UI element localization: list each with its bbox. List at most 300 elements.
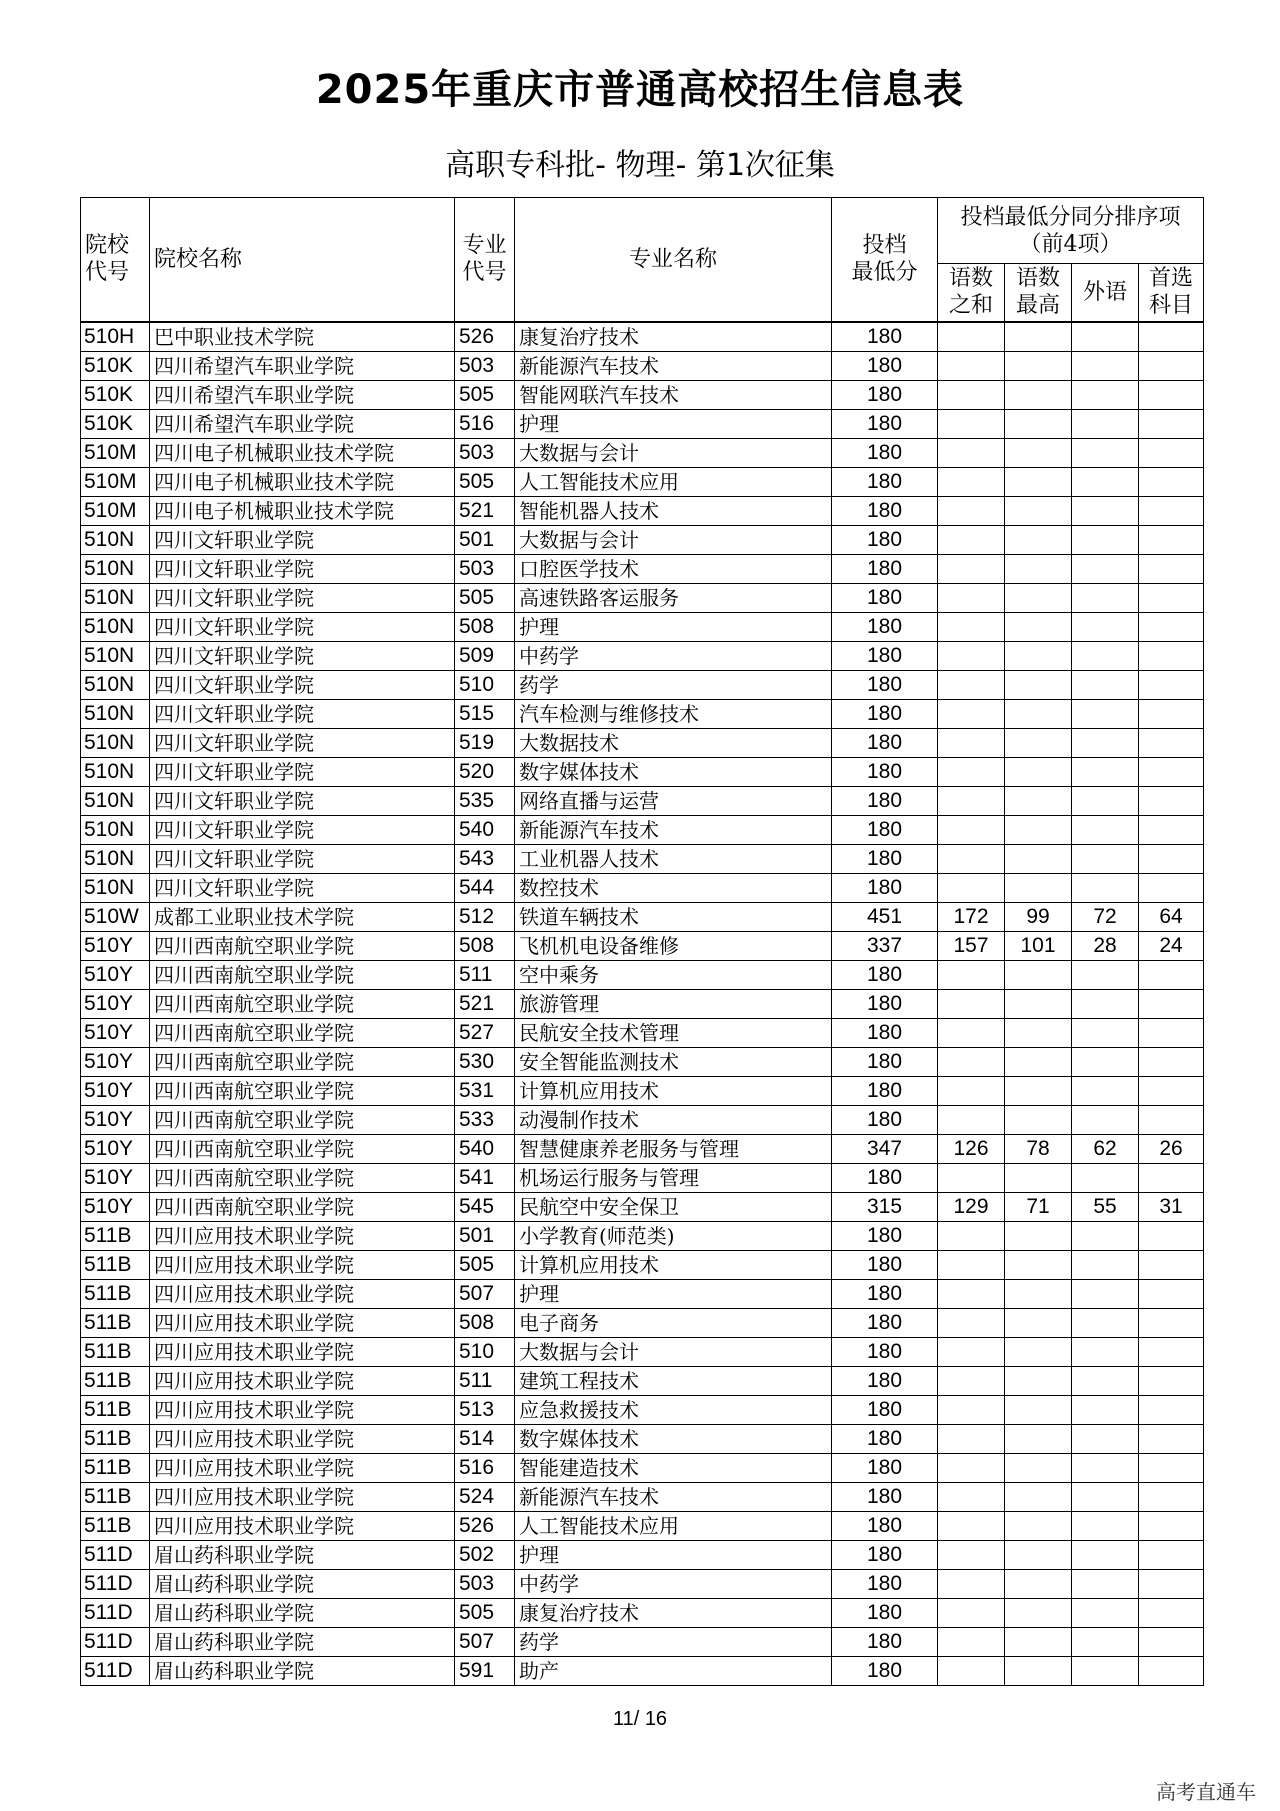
table-row	[81, 902, 1204, 931]
cell-first-subject	[1139, 786, 1204, 815]
cell-chinese-math-sum	[938, 1424, 1005, 1453]
cell-first-subject	[1139, 1366, 1204, 1395]
cell-major-code: 526	[455, 1511, 515, 1540]
cell-first-subject	[1139, 844, 1204, 873]
cell-school-code: 511B	[81, 1395, 150, 1424]
cell-major-code: 545	[455, 1192, 515, 1221]
cell-major-code: 510	[455, 670, 515, 699]
table-row	[81, 815, 1204, 844]
cell-chinese-math-max	[1005, 554, 1072, 583]
cell-foreign-language	[1072, 1540, 1139, 1569]
page-number: 11/ 16	[612, 1708, 668, 1730]
cell-first-subject	[1139, 1598, 1204, 1627]
cell-chinese-math-max	[1005, 960, 1072, 989]
header-min-score: 投档 最低分	[832, 198, 938, 322]
cell-school-name: 四川应用技术职业学院	[150, 1250, 455, 1279]
cell-school-name: 眉山药科职业学院	[150, 1627, 455, 1656]
cell-chinese-math-max	[1005, 1076, 1072, 1105]
cell-chinese-math-max	[1005, 1250, 1072, 1279]
cell-major-code: 511	[455, 960, 515, 989]
cell-first-subject	[1139, 960, 1204, 989]
cell-school-name: 巴中职业技术学院	[150, 322, 455, 352]
cell-first-subject	[1139, 1163, 1204, 1192]
cell-major-code: 535	[455, 786, 515, 815]
cell-min-score: 180	[832, 989, 938, 1018]
cell-foreign-language	[1072, 1105, 1139, 1134]
cell-school-code: 510Y	[81, 1134, 150, 1163]
cell-school-code: 510N	[81, 525, 150, 554]
table-row	[81, 1279, 1204, 1308]
cell-major-name: 智能网联汽车技术	[515, 380, 832, 409]
cell-major-name: 应急救援技术	[515, 1395, 832, 1424]
cell-major-name: 助产	[515, 1656, 832, 1685]
cell-school-name: 四川电子机械职业技术学院	[150, 496, 455, 525]
cell-school-code: 511D	[81, 1540, 150, 1569]
cell-chinese-math-max	[1005, 1598, 1072, 1627]
cell-major-name: 网络直播与运营	[515, 786, 832, 815]
cell-first-subject	[1139, 873, 1204, 902]
cell-chinese-math-max: 101	[1005, 931, 1072, 960]
cell-min-score: 180	[832, 1627, 938, 1656]
cell-school-code: 510M	[81, 467, 150, 496]
cell-first-subject	[1139, 1656, 1204, 1685]
cell-major-code: 524	[455, 1482, 515, 1511]
table-row	[81, 670, 1204, 699]
cell-chinese-math-sum	[938, 1366, 1005, 1395]
table-row	[81, 1627, 1204, 1656]
header-major-code: 专业 代号	[455, 198, 515, 322]
cell-school-name: 四川文轩职业学院	[150, 844, 455, 873]
cell-chinese-math-max	[1005, 467, 1072, 496]
cell-chinese-math-max	[1005, 757, 1072, 786]
cell-major-name: 人工智能技术应用	[515, 1511, 832, 1540]
cell-school-code: 510Y	[81, 1047, 150, 1076]
cell-school-code: 511B	[81, 1337, 150, 1366]
cell-major-code: 507	[455, 1627, 515, 1656]
cell-chinese-math-sum	[938, 757, 1005, 786]
table-row	[81, 583, 1204, 612]
cell-chinese-math-max	[1005, 322, 1072, 352]
cell-major-code: 516	[455, 409, 515, 438]
cell-chinese-math-max	[1005, 496, 1072, 525]
cell-min-score: 180	[832, 1453, 938, 1482]
cell-school-code: 511D	[81, 1598, 150, 1627]
cell-min-score: 180	[832, 467, 938, 496]
cell-school-code: 510K	[81, 351, 150, 380]
cell-foreign-language	[1072, 525, 1139, 554]
cell-chinese-math-max	[1005, 525, 1072, 554]
cell-chinese-math-max	[1005, 1163, 1072, 1192]
table-row	[81, 1540, 1204, 1569]
cell-school-name: 四川应用技术职业学院	[150, 1279, 455, 1308]
cell-foreign-language	[1072, 1308, 1139, 1337]
cell-major-code: 512	[455, 902, 515, 931]
cell-chinese-math-sum	[938, 728, 1005, 757]
header-foreign-language: 外语	[1072, 264, 1139, 322]
cell-min-score: 180	[832, 1250, 938, 1279]
cell-chinese-math-sum	[938, 583, 1005, 612]
cell-min-score: 180	[832, 525, 938, 554]
cell-chinese-math-max	[1005, 1395, 1072, 1424]
cell-major-code: 540	[455, 815, 515, 844]
cell-foreign-language: 62	[1072, 1134, 1139, 1163]
cell-chinese-math-sum	[938, 699, 1005, 728]
cell-school-code: 510K	[81, 380, 150, 409]
cell-min-score: 180	[832, 699, 938, 728]
table-row	[81, 960, 1204, 989]
cell-school-code: 510N	[81, 844, 150, 873]
cell-school-code: 510Y	[81, 1105, 150, 1134]
cell-major-name: 新能源汽车技术	[515, 351, 832, 380]
cell-chinese-math-max	[1005, 844, 1072, 873]
cell-school-code: 511B	[81, 1366, 150, 1395]
cell-major-name: 大数据与会计	[515, 525, 832, 554]
header-chinese-math-max: 语数 最高	[1005, 264, 1072, 322]
cell-major-name: 中药学	[515, 641, 832, 670]
cell-chinese-math-max	[1005, 1656, 1072, 1685]
cell-chinese-math-max	[1005, 1018, 1072, 1047]
table-row	[81, 757, 1204, 786]
cell-school-name: 四川西南航空职业学院	[150, 1105, 455, 1134]
table-row	[81, 989, 1204, 1018]
cell-chinese-math-sum	[938, 960, 1005, 989]
cell-min-score: 180	[832, 380, 938, 409]
table-row	[81, 1337, 1204, 1366]
table-row	[81, 1569, 1204, 1598]
header-chinese-math-sum: 语数 之和	[938, 264, 1005, 322]
cell-major-code: 503	[455, 438, 515, 467]
cell-major-code: 505	[455, 467, 515, 496]
cell-foreign-language	[1072, 612, 1139, 641]
cell-school-name: 四川应用技术职业学院	[150, 1482, 455, 1511]
cell-major-name: 空中乘务	[515, 960, 832, 989]
cell-major-name: 护理	[515, 409, 832, 438]
cell-major-name: 人工智能技术应用	[515, 467, 832, 496]
cell-school-name: 四川应用技术职业学院	[150, 1395, 455, 1424]
cell-major-code: 520	[455, 757, 515, 786]
cell-min-score: 180	[832, 670, 938, 699]
cell-foreign-language	[1072, 1018, 1139, 1047]
table-row	[81, 1076, 1204, 1105]
cell-major-code: 544	[455, 873, 515, 902]
cell-foreign-language	[1072, 1250, 1139, 1279]
cell-foreign-language	[1072, 989, 1139, 1018]
cell-chinese-math-max	[1005, 1279, 1072, 1308]
table-row	[81, 409, 1204, 438]
page-title: 2025年重庆市普通高校招生信息表	[315, 67, 965, 113]
cell-school-name: 四川应用技术职业学院	[150, 1337, 455, 1366]
table-row	[81, 931, 1204, 960]
cell-chinese-math-sum	[938, 844, 1005, 873]
cell-first-subject	[1139, 525, 1204, 554]
table-row	[81, 873, 1204, 902]
table-row	[81, 844, 1204, 873]
cell-school-code: 511B	[81, 1453, 150, 1482]
cell-major-code: 541	[455, 1163, 515, 1192]
cell-foreign-language	[1072, 467, 1139, 496]
cell-min-score: 347	[832, 1134, 938, 1163]
cell-school-code: 511D	[81, 1627, 150, 1656]
cell-major-code: 533	[455, 1105, 515, 1134]
table-row	[81, 1598, 1204, 1627]
cell-foreign-language	[1072, 1395, 1139, 1424]
cell-school-name: 四川文轩职业学院	[150, 757, 455, 786]
table-row	[81, 1656, 1204, 1685]
table-row	[81, 1308, 1204, 1337]
cell-min-score: 180	[832, 873, 938, 902]
cell-first-subject	[1139, 1627, 1204, 1656]
table-row	[81, 380, 1204, 409]
cell-chinese-math-max	[1005, 1308, 1072, 1337]
table-row	[81, 612, 1204, 641]
cell-chinese-math-sum	[938, 380, 1005, 409]
cell-major-name: 数控技术	[515, 873, 832, 902]
cell-min-score: 180	[832, 641, 938, 670]
cell-foreign-language	[1072, 1598, 1139, 1627]
cell-major-code: 502	[455, 1540, 515, 1569]
cell-major-name: 智能建造技术	[515, 1453, 832, 1482]
cell-chinese-math-max: 99	[1005, 902, 1072, 931]
cell-chinese-math-max	[1005, 670, 1072, 699]
cell-chinese-math-sum	[938, 496, 1005, 525]
cell-chinese-math-max	[1005, 1453, 1072, 1482]
table-row	[81, 1250, 1204, 1279]
cell-major-name: 康复治疗技术	[515, 1598, 832, 1627]
table-row	[81, 1105, 1204, 1134]
cell-school-name: 四川西南航空职业学院	[150, 1192, 455, 1221]
cell-chinese-math-max	[1005, 1047, 1072, 1076]
cell-min-score: 180	[832, 1308, 938, 1337]
cell-school-name: 四川文轩职业学院	[150, 786, 455, 815]
cell-chinese-math-sum	[938, 1395, 1005, 1424]
cell-major-code: 521	[455, 496, 515, 525]
cell-major-name: 铁道车辆技术	[515, 902, 832, 931]
cell-first-subject	[1139, 1424, 1204, 1453]
cell-school-name: 四川文轩职业学院	[150, 873, 455, 902]
cell-chinese-math-sum	[938, 1279, 1005, 1308]
cell-school-code: 510N	[81, 757, 150, 786]
cell-chinese-math-max	[1005, 1366, 1072, 1395]
cell-chinese-math-max: 78	[1005, 1134, 1072, 1163]
cell-chinese-math-sum	[938, 467, 1005, 496]
cell-major-code: 508	[455, 931, 515, 960]
cell-school-name: 眉山药科职业学院	[150, 1656, 455, 1685]
cell-chinese-math-max	[1005, 1482, 1072, 1511]
cell-major-name: 机场运行服务与管理	[515, 1163, 832, 1192]
cell-foreign-language	[1072, 1366, 1139, 1395]
cell-foreign-language	[1072, 1047, 1139, 1076]
cell-foreign-language	[1072, 1279, 1139, 1308]
cell-first-subject	[1139, 467, 1204, 496]
cell-first-subject	[1139, 989, 1204, 1018]
cell-chinese-math-max	[1005, 699, 1072, 728]
cell-school-name: 四川文轩职业学院	[150, 525, 455, 554]
cell-school-code: 511D	[81, 1569, 150, 1598]
cell-chinese-math-sum: 129	[938, 1192, 1005, 1221]
cell-school-name: 四川应用技术职业学院	[150, 1221, 455, 1250]
cell-chinese-math-max	[1005, 1424, 1072, 1453]
cell-min-score: 180	[832, 1018, 938, 1047]
cell-min-score: 180	[832, 496, 938, 525]
cell-chinese-math-sum	[938, 1337, 1005, 1366]
cell-major-code: 508	[455, 1308, 515, 1337]
cell-first-subject	[1139, 1076, 1204, 1105]
cell-major-code: 510	[455, 1337, 515, 1366]
cell-min-score: 180	[832, 1569, 938, 1598]
cell-min-score: 180	[832, 1076, 938, 1105]
cell-first-subject	[1139, 1337, 1204, 1366]
cell-foreign-language	[1072, 670, 1139, 699]
cell-major-name: 智慧健康养老服务与管理	[515, 1134, 832, 1163]
cell-min-score: 180	[832, 1221, 938, 1250]
cell-min-score: 180	[832, 1540, 938, 1569]
cell-major-name: 新能源汽车技术	[515, 815, 832, 844]
cell-major-code: 591	[455, 1656, 515, 1685]
cell-school-name: 四川西南航空职业学院	[150, 1163, 455, 1192]
table-row	[81, 1424, 1204, 1453]
cell-school-name: 眉山药科职业学院	[150, 1569, 455, 1598]
page-subtitle: 高职专科批- 物理- 第1次征集	[445, 148, 835, 183]
cell-chinese-math-sum	[938, 612, 1005, 641]
cell-min-score: 180	[832, 612, 938, 641]
cell-first-subject	[1139, 496, 1204, 525]
cell-first-subject: 24	[1139, 931, 1204, 960]
cell-chinese-math-sum	[938, 670, 1005, 699]
cell-min-score: 180	[832, 786, 938, 815]
cell-school-name: 四川文轩职业学院	[150, 554, 455, 583]
cell-major-code: 503	[455, 351, 515, 380]
cell-major-name: 护理	[515, 1279, 832, 1308]
cell-foreign-language	[1072, 1511, 1139, 1540]
cell-chinese-math-sum: 157	[938, 931, 1005, 960]
cell-major-name: 智能机器人技术	[515, 496, 832, 525]
cell-major-name: 高速铁路客运服务	[515, 583, 832, 612]
cell-foreign-language	[1072, 1337, 1139, 1366]
cell-school-code: 510N	[81, 728, 150, 757]
cell-foreign-language	[1072, 1076, 1139, 1105]
table-row	[81, 554, 1204, 583]
cell-foreign-language	[1072, 786, 1139, 815]
cell-foreign-language	[1072, 699, 1139, 728]
header-school-code: 院校 代号	[81, 198, 150, 322]
cell-foreign-language	[1072, 438, 1139, 467]
cell-school-code: 510Y	[81, 989, 150, 1018]
cell-first-subject	[1139, 1482, 1204, 1511]
cell-school-code: 510Y	[81, 1018, 150, 1047]
cell-chinese-math-sum	[938, 1250, 1005, 1279]
cell-foreign-language	[1072, 554, 1139, 583]
cell-first-subject	[1139, 1279, 1204, 1308]
cell-major-code: 530	[455, 1047, 515, 1076]
cell-school-name: 四川希望汽车职业学院	[150, 380, 455, 409]
cell-first-subject	[1139, 728, 1204, 757]
table-row	[81, 322, 1204, 352]
cell-chinese-math-max	[1005, 1221, 1072, 1250]
cell-school-name: 四川应用技术职业学院	[150, 1366, 455, 1395]
table-row	[81, 1163, 1204, 1192]
cell-major-code: 514	[455, 1424, 515, 1453]
cell-school-code: 510N	[81, 670, 150, 699]
cell-first-subject	[1139, 641, 1204, 670]
cell-major-name: 数字媒体技术	[515, 757, 832, 786]
table-row	[81, 728, 1204, 757]
cell-foreign-language	[1072, 351, 1139, 380]
cell-school-code: 510K	[81, 409, 150, 438]
cell-min-score: 180	[832, 844, 938, 873]
cell-chinese-math-sum	[938, 1598, 1005, 1627]
cell-chinese-math-max	[1005, 641, 1072, 670]
cell-chinese-math-sum	[938, 989, 1005, 1018]
cell-chinese-math-sum	[938, 554, 1005, 583]
cell-school-name: 成都工业职业技术学院	[150, 902, 455, 931]
table-row	[81, 699, 1204, 728]
cell-major-name: 数字媒体技术	[515, 1424, 832, 1453]
cell-chinese-math-sum	[938, 1569, 1005, 1598]
table-row	[81, 467, 1204, 496]
table-row	[81, 641, 1204, 670]
table-row	[81, 1511, 1204, 1540]
cell-first-subject	[1139, 1250, 1204, 1279]
cell-major-code: 519	[455, 728, 515, 757]
cell-chinese-math-max	[1005, 873, 1072, 902]
cell-foreign-language	[1072, 1163, 1139, 1192]
cell-first-subject	[1139, 670, 1204, 699]
cell-chinese-math-sum	[938, 1308, 1005, 1337]
cell-major-name: 建筑工程技术	[515, 1366, 832, 1395]
cell-major-code: 543	[455, 844, 515, 873]
cell-first-subject	[1139, 1540, 1204, 1569]
cell-major-name: 护理	[515, 1540, 832, 1569]
cell-min-score: 180	[832, 554, 938, 583]
cell-school-code: 510N	[81, 583, 150, 612]
cell-min-score: 180	[832, 815, 938, 844]
table-row	[81, 1047, 1204, 1076]
cell-chinese-math-sum	[938, 873, 1005, 902]
cell-chinese-math-max	[1005, 1627, 1072, 1656]
cell-school-code: 511B	[81, 1308, 150, 1337]
cell-chinese-math-sum	[938, 409, 1005, 438]
cell-first-subject	[1139, 612, 1204, 641]
cell-school-code: 510Y	[81, 1076, 150, 1105]
cell-chinese-math-sum	[938, 1627, 1005, 1656]
cell-foreign-language	[1072, 728, 1139, 757]
cell-major-code: 503	[455, 1569, 515, 1598]
cell-school-name: 四川文轩职业学院	[150, 699, 455, 728]
cell-chinese-math-sum	[938, 1453, 1005, 1482]
cell-min-score: 180	[832, 351, 938, 380]
cell-school-name: 四川应用技术职业学院	[150, 1424, 455, 1453]
cell-first-subject	[1139, 1105, 1204, 1134]
cell-major-name: 大数据技术	[515, 728, 832, 757]
cell-chinese-math-max	[1005, 786, 1072, 815]
cell-chinese-math-sum: 172	[938, 902, 1005, 931]
cell-foreign-language	[1072, 1569, 1139, 1598]
cell-first-subject: 64	[1139, 902, 1204, 931]
cell-foreign-language	[1072, 1627, 1139, 1656]
table-row	[81, 496, 1204, 525]
cell-min-score: 180	[832, 1047, 938, 1076]
cell-major-code: 526	[455, 322, 515, 352]
cell-major-code: 508	[455, 612, 515, 641]
cell-chinese-math-sum	[938, 322, 1005, 352]
cell-school-code: 511B	[81, 1221, 150, 1250]
header-major-name: 专业名称	[515, 198, 832, 322]
cell-school-name: 四川西南航空职业学院	[150, 931, 455, 960]
cell-school-name: 四川电子机械职业技术学院	[150, 467, 455, 496]
cell-school-name: 四川西南航空职业学院	[150, 1076, 455, 1105]
cell-major-code: 503	[455, 554, 515, 583]
cell-min-score: 180	[832, 1366, 938, 1395]
